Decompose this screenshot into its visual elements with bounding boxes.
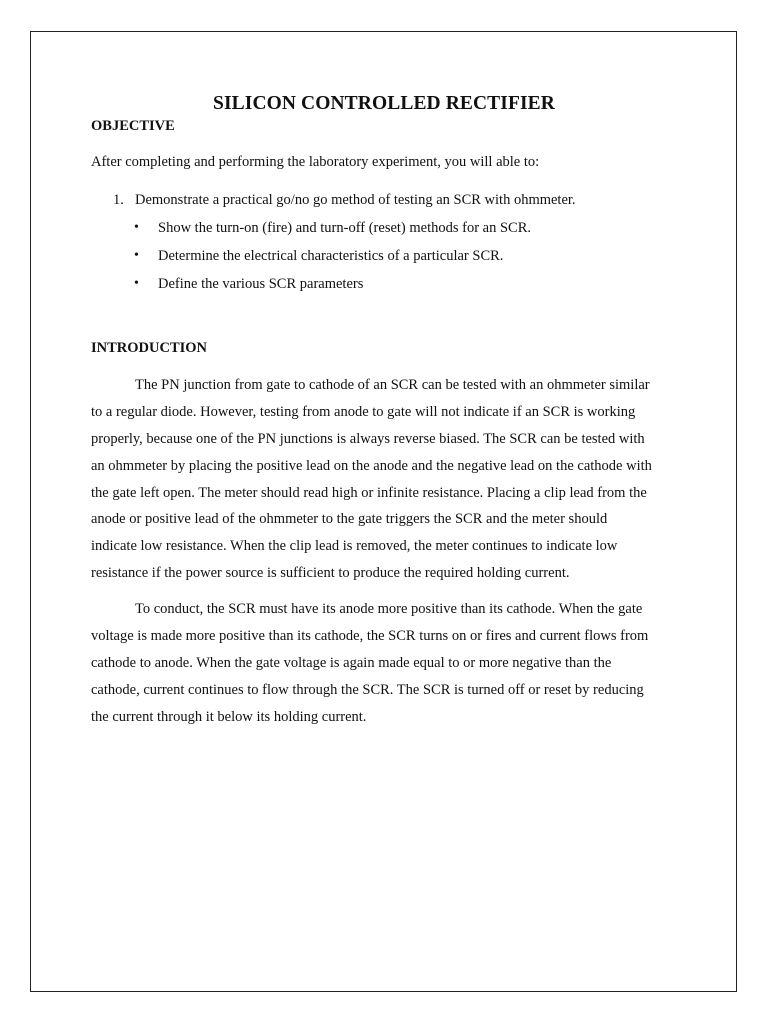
- bullet-item: Define the various SCR parameters: [158, 276, 364, 292]
- paragraph-line: properly, because one of the PN junctions is always reverse biased. The SCR can be tested with: [91, 431, 645, 447]
- objective-heading: OBJECTIVE: [91, 118, 175, 134]
- numbered-item-text: Demonstrate a practical go/no go method of testing an SCR with ohmmeter.: [135, 192, 576, 208]
- paragraph-line: to a regular diode. However, testing from anode to gate will not indicate if an SCR is working: [91, 404, 636, 420]
- paragraph-line: The PN junction from gate to cathode of an SCR can be tested with an ohmmeter similar: [135, 377, 650, 393]
- paragraph-line: To conduct, the SCR must have its anode more positive than its cathode. When the gate: [135, 601, 643, 617]
- paragraph-line: cathode to anode. When the gate voltage is again made equal to or more negative than the: [91, 655, 612, 671]
- paragraph-line: an ohmmeter by placing the positive lead on the anode and the negative lead on the cathode with: [91, 458, 652, 474]
- paragraph-line: the gate left open. The meter should read high or infinite resistance. Placing a clip lead from the: [91, 485, 647, 501]
- bullet-marker: •: [134, 276, 139, 291]
- paragraph-line: voltage is made more positive than its cathode, the SCR turns on or fires and current flows from: [91, 628, 649, 644]
- introduction-heading: INTRODUCTION: [91, 340, 208, 356]
- paragraph-line: the current through it below its holding current.: [91, 709, 367, 725]
- paragraph-line: cathode, current continues to flow through the SCR. The SCR is turned off or reset by reducing: [91, 682, 644, 698]
- objective-intro: After completing and performing the laboratory experiment, you will able to:: [91, 154, 540, 170]
- numbered-item-number: 1.: [113, 192, 124, 208]
- bullet-item: Determine the electrical characteristics of a particular SCR.: [158, 248, 504, 264]
- bullet-marker: •: [134, 220, 139, 235]
- paragraph-line: anode or positive lead of the ohmmeter to the gate triggers the SCR and the meter should: [91, 511, 608, 527]
- paragraph-line: resistance if the power source is sufficient to produce the required holding current.: [91, 565, 570, 581]
- bullet-marker: •: [134, 248, 139, 263]
- bullet-item: Show the turn-on (fire) and turn-off (reset) methods for an SCR.: [158, 220, 532, 236]
- document-title: SILICON CONTROLLED RECTIFIER: [213, 93, 555, 114]
- paragraph-line: indicate low resistance. When the clip lead is removed, the meter continues to indicate low: [91, 538, 618, 554]
